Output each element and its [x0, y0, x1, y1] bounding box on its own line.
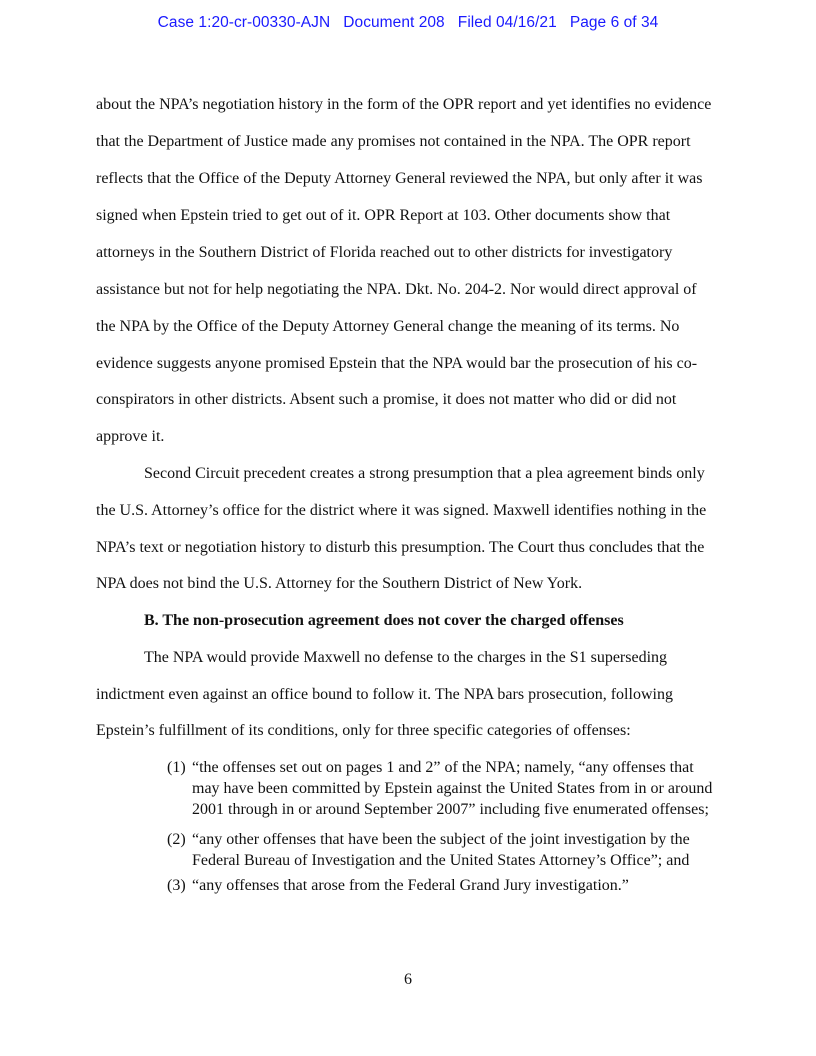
case-header [0, 14, 816, 32]
list-item-number: (3) [167, 877, 186, 894]
document-number: Document 208 [343, 14, 445, 31]
text-line: Epstein’s fulfillment of its conditions, only for three specific categories of offenses: [96, 722, 631, 739]
text-line: Second Circuit precedent creates a strong presumption that a plea agreement binds only [144, 465, 705, 482]
section-heading: B. The non-prosecution agreement does not cover the charged offenses [144, 612, 624, 629]
filed-date: Filed 04/16/21 [457, 14, 557, 31]
text-line: signed when Epstein tried to get out of it. OPR Report at 103. Other documents show that [96, 207, 671, 224]
list-item-line: may have been committed by Epstein against the United States from in or around [192, 780, 713, 797]
list-item-line: 2001 through in or around September 2007” including five enumerated offenses; [192, 801, 709, 818]
text-line: the U.S. Attorney’s office for the district where it was signed. Maxwell identifies nothing in the [96, 502, 707, 519]
case-number: Case 1:20-cr-00330-AJN [157, 14, 331, 31]
list-item-number: (2) [167, 831, 186, 848]
text-line: NPA’s text or negotiation history to disturb this presumption. The Court thus concludes that the [96, 539, 705, 556]
text-line: that the Department of Justice made any promises not contained in the NPA. The OPR report [96, 133, 691, 150]
text-line: about the NPA’s negotiation history in the form of the OPR report and yet identifies no evidence [96, 96, 712, 113]
text-line: evidence suggests anyone promised Epstein that the NPA would bar the prosecution of his co- [96, 355, 698, 372]
list-item-number: (1) [167, 759, 186, 776]
list-item-line: “any offenses that arose from the Federal Grand Jury investigation.” [192, 877, 629, 894]
list-item-line: “the offenses set out on pages 1 and 2” of the NPA; namely, “any offenses that [192, 759, 694, 776]
text-line: the NPA by the Office of the Deputy Attorney General change the meaning of its terms. No [96, 318, 680, 335]
text-line: approve it. [96, 428, 165, 445]
text-line: attorneys in the Southern District of Florida reached out to other districts for investigatory [96, 244, 673, 261]
page-indicator: Page 6 of 34 [569, 14, 659, 31]
text-line: assistance but not for help negotiating the NPA. Dkt. No. 204-2. Nor would direct approval of [96, 281, 697, 298]
page-number: 6 [404, 971, 412, 988]
list-item-line: “any other offenses that have been the subject of the joint investigation by the [192, 831, 690, 848]
text-line: NPA does not bind the U.S. Attorney for the Southern District of New York. [96, 575, 583, 592]
text-line: indictment even against an office bound to follow it. The NPA bars prosecution, following [96, 686, 673, 703]
text-line: reflects that the Office of the Deputy Attorney General reviewed the NPA, but only after it was [96, 170, 703, 187]
text-line: The NPA would provide Maxwell no defense to the charges in the S1 superseding [144, 649, 668, 666]
text-line: conspirators in other districts. Absent such a promise, it does not matter who did or did not [96, 391, 677, 408]
list-item-line: Federal Bureau of Investigation and the United States Attorney’s Office”; and [192, 852, 690, 869]
